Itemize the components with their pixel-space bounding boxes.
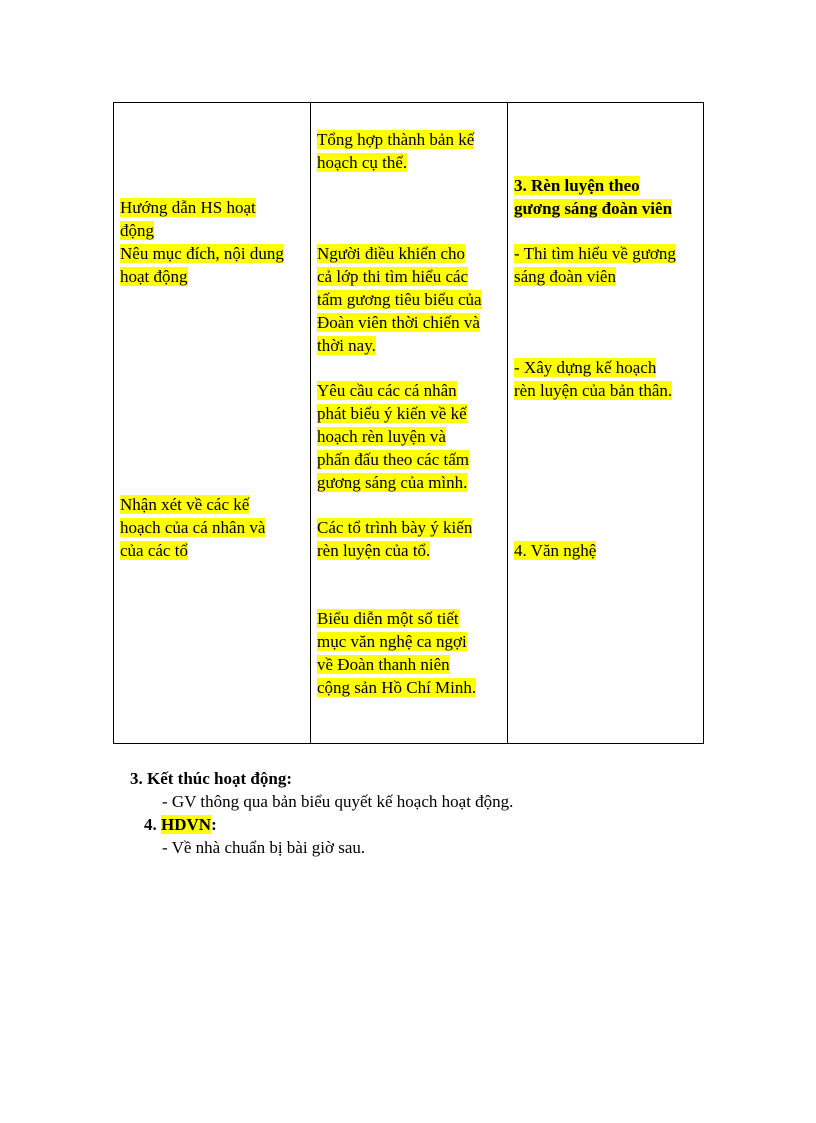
- col3-art-line: 4. Văn nghệ: [514, 541, 597, 560]
- col2-request-line-2: phát biểu ý kiến về kế: [317, 404, 467, 423]
- col2-contest-text: [317, 242, 503, 357]
- col2-contest-line-5: thời nay.: [317, 336, 376, 355]
- section3-heading: 3. Kết thúc hoạt động:: [130, 769, 292, 788]
- col3-heading: [514, 174, 702, 220]
- col1-review-line-2: hoạch của cá nhân và: [120, 518, 266, 537]
- col2-summary-line-2: hoạch cụ thể.: [317, 153, 408, 172]
- col3-contest-line-1: - Thi tìm hiểu về gương: [514, 244, 676, 263]
- col3-plan-text: [514, 356, 702, 402]
- col1-guide-line-2: động: [120, 221, 154, 240]
- col2-perform-line-3: về Đoàn thanh niên: [317, 655, 450, 674]
- col2-groups-line-1: Các tổ trình bày ý kiến: [317, 518, 473, 537]
- col2-perform-line-2: mục văn nghệ ca ngợi: [317, 632, 467, 651]
- col3-plan-line-2: rèn luyện của bản thân.: [514, 381, 673, 400]
- col2-contest-line-3: tấm gương tiêu biểu của: [317, 290, 482, 309]
- col2-contest-line-2: cả lớp thi tìm hiểu các: [317, 267, 469, 286]
- section4-item: - Về nhà chuẩn bị bài giờ sau.: [162, 838, 366, 857]
- col1-review-line-3: của các tổ: [120, 541, 188, 560]
- section4-heading: [144, 813, 217, 836]
- col2-contest-line-1: Người điều khiển cho: [317, 244, 466, 263]
- col1-review-line-1: Nhận xét về các kế: [120, 495, 250, 514]
- col2-request-line-4: phấn đấu theo các tấm: [317, 450, 469, 469]
- col2-summary-text: [317, 128, 503, 174]
- section3-item: - GV thông qua bản biểu quyết kế hoạch hoạt động.: [162, 792, 514, 811]
- col1-purpose-text: [120, 242, 310, 288]
- col2-perform-line-4: cộng sản Hồ Chí Minh.: [317, 678, 477, 697]
- activity-table: [113, 102, 704, 744]
- col2-groups-line-2: rèn luyện của tổ.: [317, 541, 431, 560]
- col1-guide-line-1: Hướng dẫn HS hoạt: [120, 198, 256, 217]
- col2-perform-line-1: Biểu diễn một số tiết: [317, 609, 459, 628]
- col2-contest-line-4: Đoàn viên thời chiến và: [317, 313, 480, 332]
- col2-groups-text: [317, 516, 503, 562]
- col3-heading-line-1: 3. Rèn luyện theo: [514, 176, 640, 195]
- col2-request-line-3: hoạch rèn luyện và: [317, 427, 446, 446]
- col2-request-line-1: Yêu cầu các cá nhân: [317, 381, 457, 400]
- col1-purpose-line-1: Nêu mục đích, nội dung: [120, 244, 284, 263]
- col2-summary-line-1: Tổng hợp thành bản kế: [317, 130, 475, 149]
- column-divider-1: [310, 103, 311, 743]
- col2-request-line-5: gương sáng của mình.: [317, 473, 468, 492]
- col2-perform-text: [317, 607, 503, 699]
- col3-contest-text: [514, 242, 702, 288]
- col3-art-text: [514, 539, 702, 562]
- section4-colon: :: [211, 815, 217, 834]
- col3-heading-line-2: gương sáng đoàn viên: [514, 199, 673, 218]
- section4-label: HDVN: [161, 815, 212, 834]
- section4-number: 4.: [144, 815, 161, 834]
- col3-plan-line-1: - Xây dựng kế hoạch: [514, 358, 657, 377]
- col1-review-text: [120, 493, 306, 562]
- col1-purpose-line-2: hoạt động: [120, 267, 188, 286]
- column-divider-2: [507, 103, 508, 743]
- col2-request-text: [317, 379, 503, 494]
- col1-guide-text: [120, 196, 306, 242]
- col3-contest-line-2: sáng đoàn viên: [514, 267, 616, 286]
